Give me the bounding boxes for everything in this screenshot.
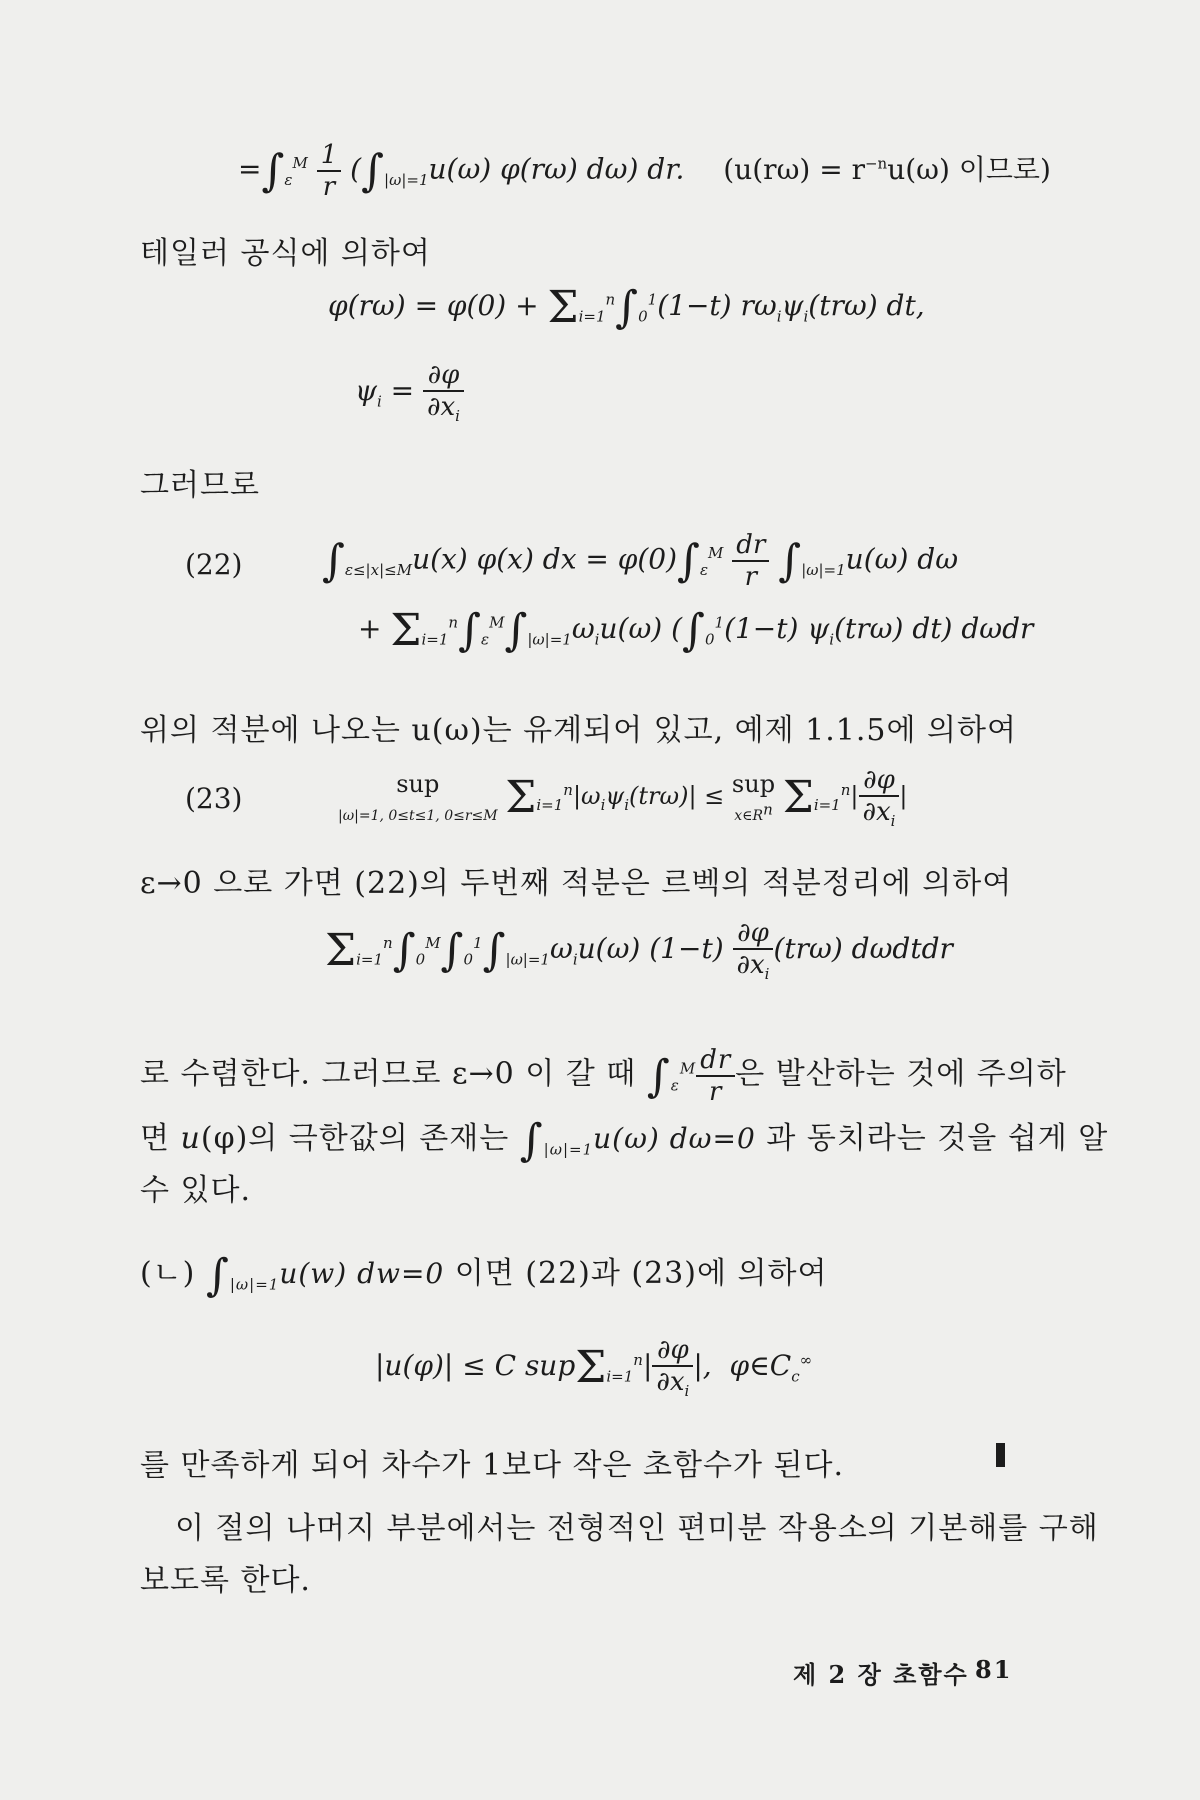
equation-limit-integral: $\Sigma_{i=1}^n\int_0^M\int_0^1\int_{|\omega|=1}\omega_iu(\omega)$ (1−t) $\frac{\partial\varphi}{\partial x_i}$ (trω) dωdtdr bbox=[325, 918, 953, 984]
equation-22-line2: + $\Sigma_{i=1}^n\int_\varepsilon^M\int_{|\omega|=1}\omega_iu(\omega)$ ($\int_0^1(1-t)$ $\psi_i(tr\omega)$ dt) dωdr bbox=[358, 605, 1034, 656]
equation-order-bound: |u(φ)| ≤ C supΣ$_{i=1}^n$| $\frac{\partial\varphi}{\partial x_i}$ |, $\varphi\in C_c^\infty$ bbox=[375, 1335, 813, 1401]
text-section-remainder-1: 이 절의 나머지 부분에서는 전형적인 편미분 작용소의 기본해를 구해 bbox=[175, 1511, 1099, 1546]
equation-22-line1: $\int_{\varepsilon\le|x|\le M}u(x)$ φ(x) dx = $\varphi(0)\int_\varepsilon^M$ $\frac{dr}{r}$ $\int_{|\omega|=1}u(\omega)$ dω bbox=[322, 530, 959, 592]
equation-integral-line: $=\int_\varepsilon^M$ $\frac{1}{r}$ ($\int_{|\omega|=1}u(\omega)$ φ(rω) dω) dr. ($u(r\omega) = r^{-n}u(\omega)$ 이므로) bbox=[238, 140, 1051, 202]
end-of-proof-mark bbox=[996, 1443, 1005, 1467]
text-taylor-intro: 테일러 공식에 의하여 bbox=[140, 236, 431, 271]
equation-number-22: (22) bbox=[185, 548, 243, 581]
text-section-remainder-2: 보도록 한다. bbox=[140, 1563, 311, 1598]
text-therefore: 그러므로 bbox=[140, 468, 260, 503]
equation-number-23: (23) bbox=[185, 782, 243, 815]
text-bounded-remark: 위의 적분에 나오는 u(ω)는 유계되어 있고, 예제 1.1.5에 의하여 bbox=[140, 713, 1017, 748]
footer-chapter: 제 2 장 초함수 bbox=[793, 1660, 969, 1689]
footer-page-number: 81 bbox=[975, 1655, 1013, 1684]
text-converge-line: 로 수렴한다. 그러므로 ε→0 이 갈 때 $\int_\varepsilon^M$ $\frac{dr}{r}$ 은 발산하는 것에 주의하 bbox=[140, 1045, 1067, 1107]
text-case-b: (ㄴ) $\int_{|\omega|=1}u(w)$ dw=0 이면 (22)과 (23)에 의하여 bbox=[140, 1250, 828, 1301]
text-can-know: 수 있다. bbox=[140, 1173, 252, 1208]
text-order-conclusion: 를 만족하게 되어 차수가 1보다 작은 초함수가 된다. bbox=[140, 1448, 844, 1483]
equation-taylor: $\varphi(r\omega) = \varphi(0) + \Sigma_{i=1}^n\int_0^1(1-t)$ $r\omega_i\psi_i(tr\omega)$ dt, bbox=[328, 282, 925, 333]
text-limit-remark: ε→0 으로 가면 (22)의 두번째 적분은 르벡의 적분정리에 의하여 bbox=[140, 866, 1013, 901]
text-limit-existence: 면 u(φ)의 극한값의 존재는 $\int_{|\omega|=1}u(\omega)$ dω=0 과 동치라는 것을 쉽게 알 bbox=[140, 1115, 1109, 1166]
equation-23: sup |ω|=1, 0≤t≤1, 0≤r≤M $\Sigma_{i=1}^n|\omega_i\psi_i(tr\omega)|$ ≤ sup $x\in R^n$ $\Sigma_{i=1}^n|$ $\frac{\partial\varphi}{\partial x_i}$ | bbox=[338, 765, 908, 831]
equation-psi-definition: $\psi_i$ = $\frac{\partial\varphi}{\partial x_i}$ bbox=[355, 360, 464, 425]
